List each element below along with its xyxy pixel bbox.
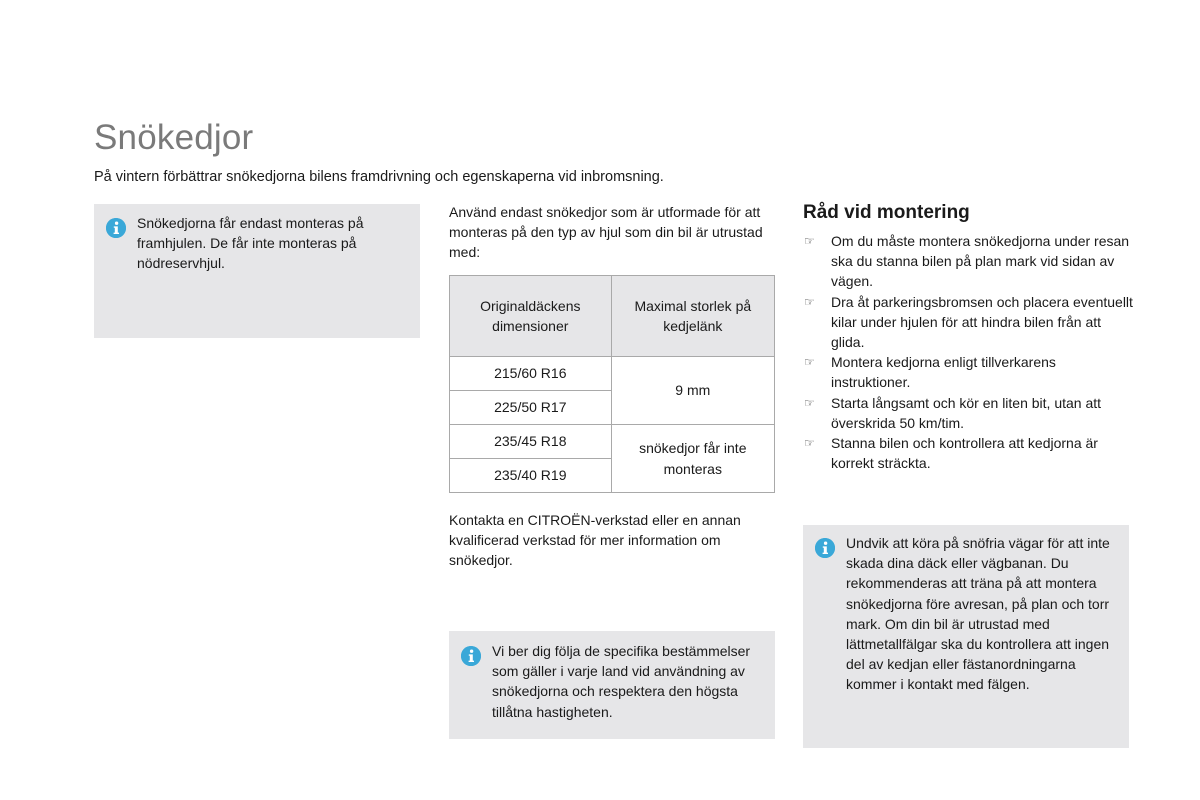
table-cell-tire: 225/50 R17 — [450, 391, 612, 425]
table-header-max-link-size: Maximal storlek på kedjelänk — [611, 276, 774, 357]
list-item-text: Dra åt parkeringsbromsen och placera eventuellt kilar under hjulen för att hindra bilen från att glida. — [831, 293, 1133, 351]
table-cell-tire: 215/60 R16 — [450, 357, 612, 391]
info-box-text: Snökedjorna får endast monteras på framhjulen. De får inte monteras på nödreservhjul. — [137, 215, 364, 272]
pointing-hand-icon: ☞ — [804, 395, 815, 410]
list-item — [803, 352, 1133, 392]
table-header-tire-dimensions: Originaldäckens dimensioner — [450, 276, 612, 357]
advice-list — [803, 231, 1133, 473]
info-box-text: Undvik att köra på snöfria vägar för att inte skada dina däck eller vägbanan. Du rekommenderas att träna på att montera snökedjorna före avresan, på plan och torr mark. Om din bil är utrustad med lättmetallfälgar ska du kontrollera att ingen del av kedjan eller fästanordningarna kommer i kontakt med fälgen. — [846, 535, 1110, 693]
table-row — [450, 357, 775, 391]
page-title: Snökedjor — [94, 118, 254, 157]
list-item-text: Om du måste montera snökedjorna under resan ska du stanna bilen på plan mark vid sidan av vägen. — [831, 233, 1130, 290]
chain-type-text: Använd endast snökedjor som är utformade för att monteras på den typ av hjul som din bil är utrustad med: — [449, 204, 763, 261]
list-item — [803, 433, 1133, 473]
table-header-row — [450, 276, 775, 357]
info-icon — [106, 218, 126, 238]
pointing-hand-icon: ☞ — [804, 355, 815, 370]
pointing-hand-icon: ☞ — [804, 234, 815, 248]
info-icon — [461, 646, 481, 666]
list-item-text: Montera kedjorna enligt tillverkarens instruktioner. — [831, 354, 1056, 391]
pointing-hand-icon: ☞ — [804, 436, 815, 451]
table-cell-tire: 235/45 R18 — [450, 425, 612, 459]
pointing-hand-icon: ☞ — [804, 294, 815, 309]
intro-text: På vintern förbättrar snökedjorna bilens framdrivning och egenskaperna vid inbromsning. — [94, 169, 664, 185]
info-box-front-wheels — [94, 204, 420, 338]
table-cell-link-size: snökedjor får inte monteras — [611, 425, 774, 493]
advice-heading: Råd vid montering — [803, 202, 970, 223]
table-cell-link-size: 9 mm — [611, 357, 774, 425]
list-item-text: Starta långsamt och kör en liten bit, utan att överskrida 50 km/tim. — [831, 394, 1102, 431]
list-item — [803, 292, 1133, 353]
chain-size-table — [449, 275, 775, 493]
contact-workshop-text: Kontakta en CITROËN-verkstad eller en annan kvalificerad verkstad för mer information om snökedjor. — [449, 512, 741, 569]
info-box-text: Vi ber dig följa de specifika bestämmelser som gäller i varje land vid användning av snökedjorna och respektera den högsta tillåtna hastigheten. — [492, 643, 751, 720]
info-box-practice — [803, 525, 1129, 748]
table-cell-tire: 235/40 R19 — [450, 459, 612, 493]
table-row — [450, 425, 775, 459]
list-item — [803, 231, 1133, 292]
list-item — [803, 393, 1133, 433]
info-icon — [815, 538, 835, 558]
info-box-regulations — [449, 631, 775, 739]
list-item-text: Stanna bilen och kontrollera att kedjorna är korrekt sträckta. — [831, 435, 1098, 472]
